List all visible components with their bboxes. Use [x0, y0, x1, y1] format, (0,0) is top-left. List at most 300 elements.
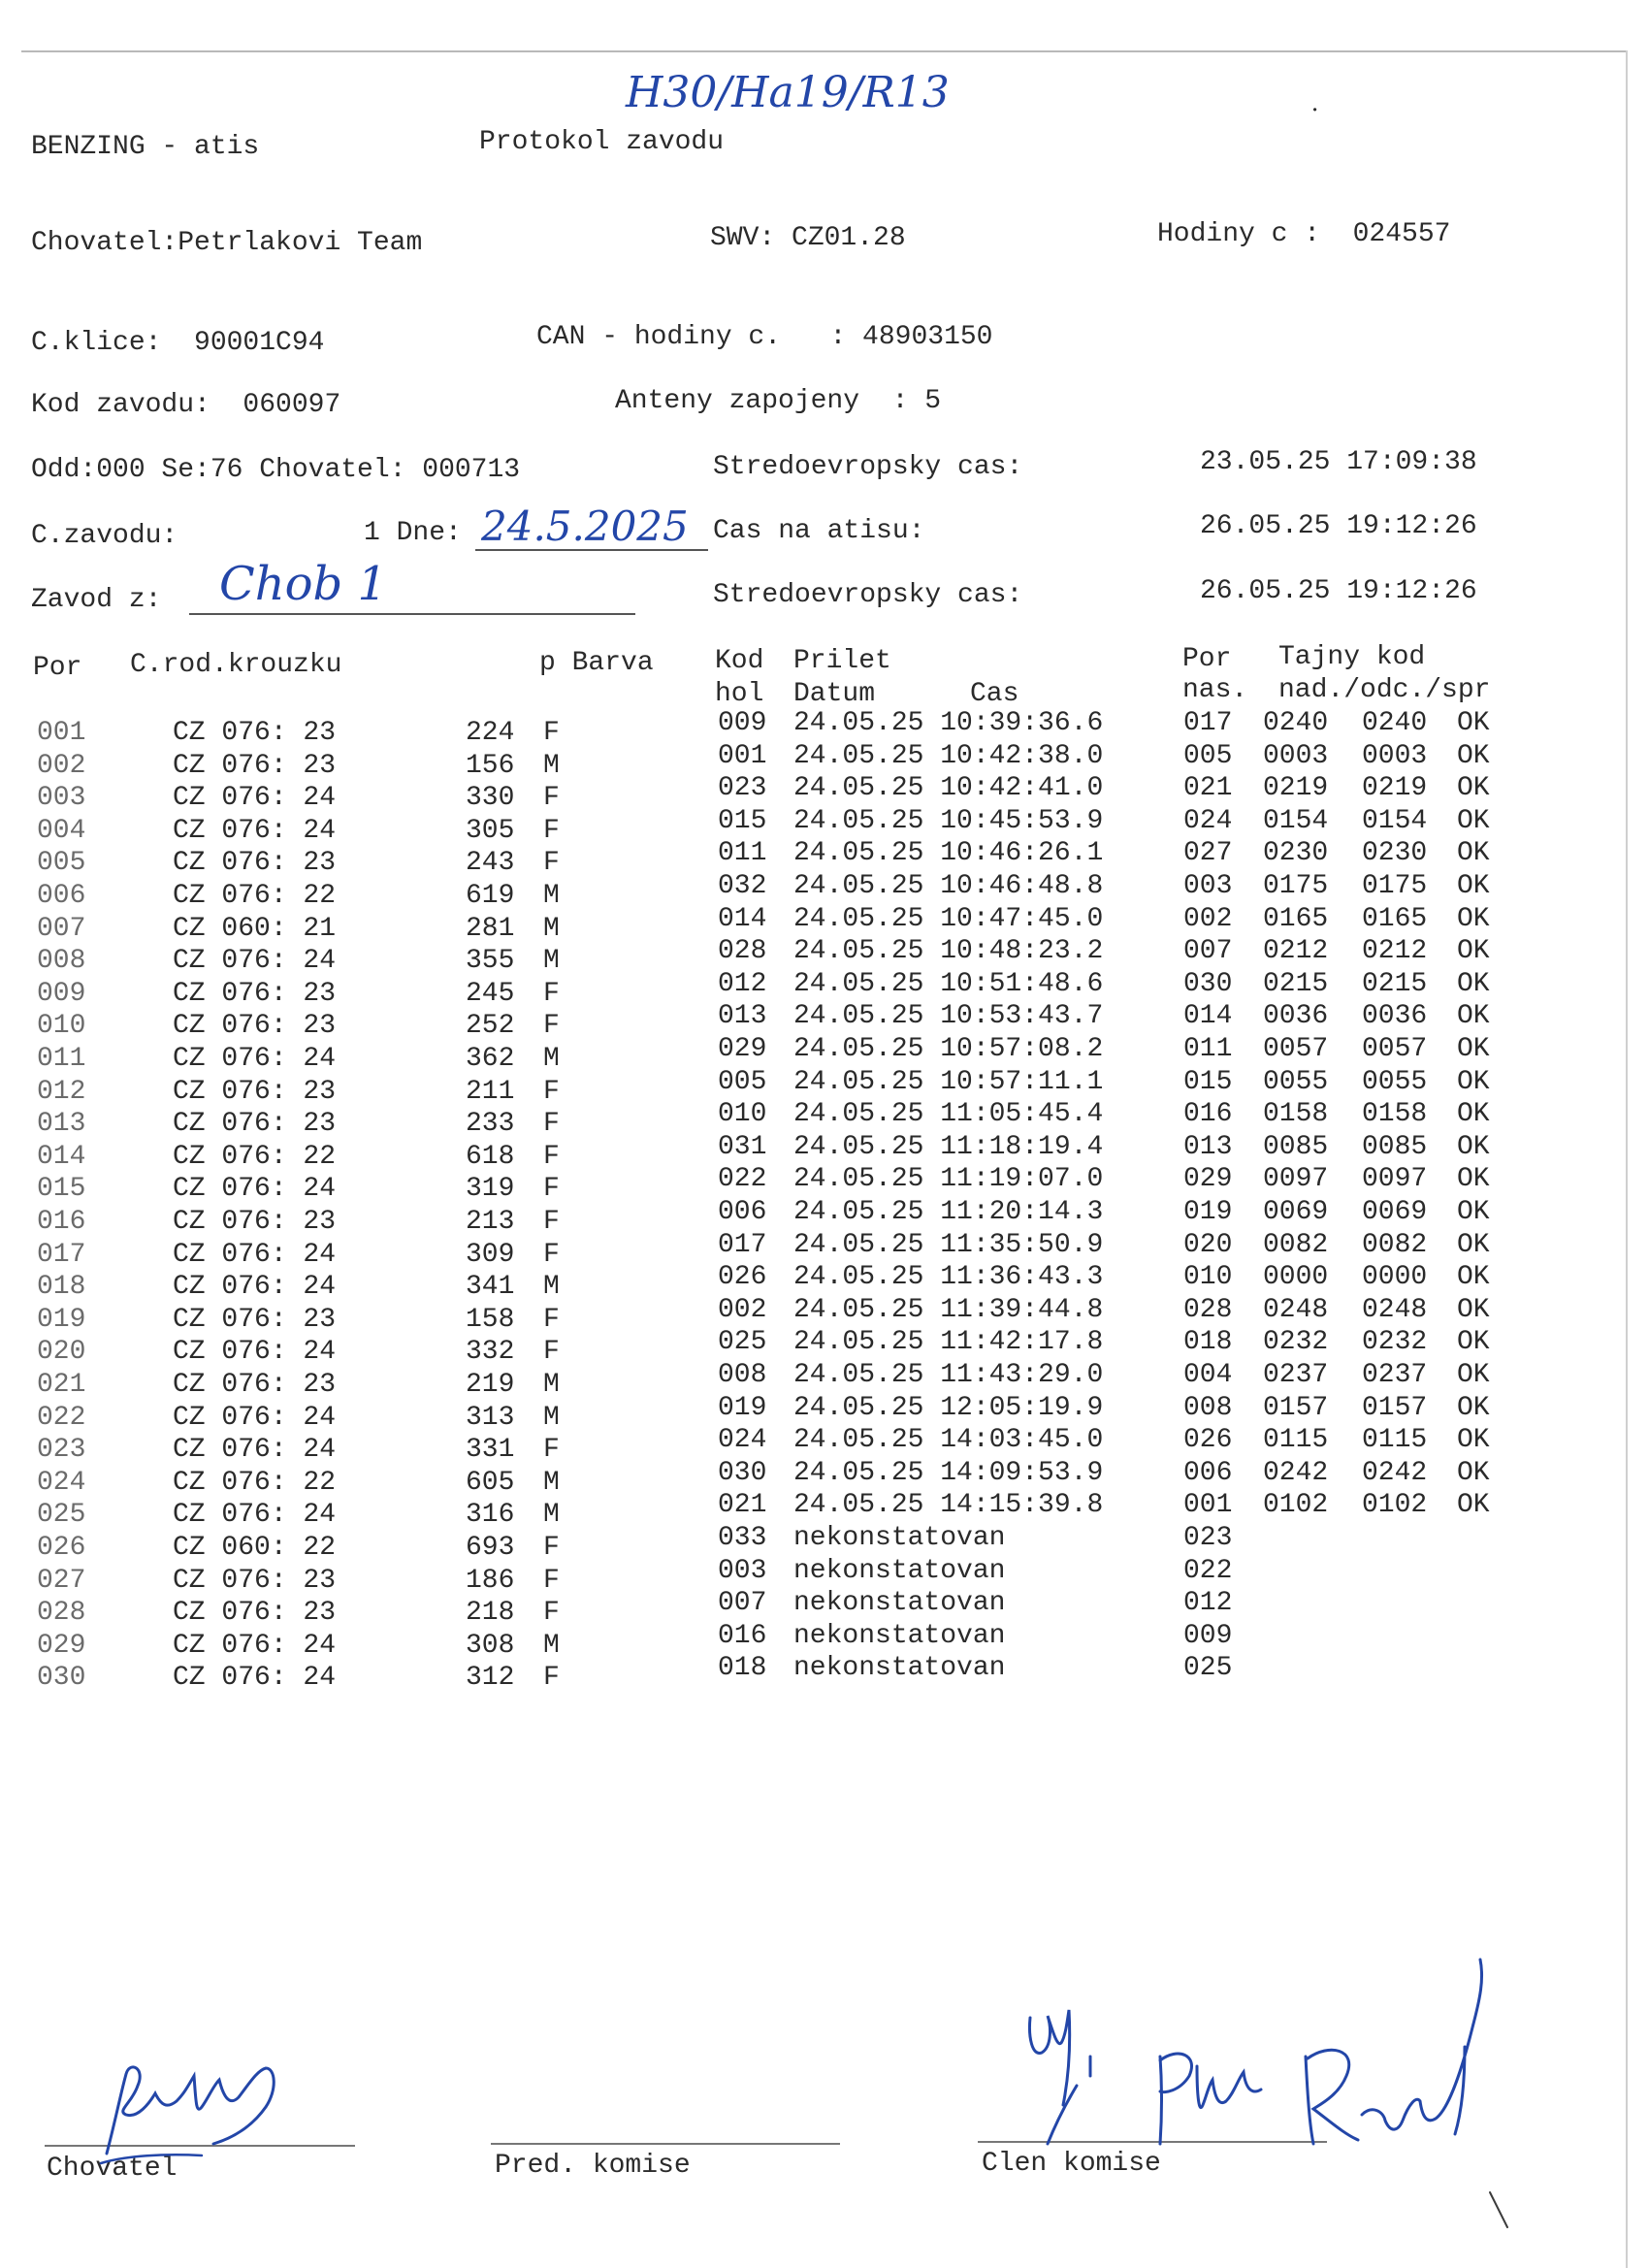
- member-signature-1: [1009, 1989, 1164, 2154]
- cell-secret-nad: 0158: [1263, 1099, 1329, 1130]
- race-number-label: C.zavodu:: [31, 521, 178, 551]
- cell-arrival: 24.05.25 11:18:19.4: [793, 1131, 1104, 1162]
- race-from-label: Zavod z:: [31, 585, 162, 615]
- cell-ring-no: 186: [466, 1565, 515, 1596]
- cell-code: 006: [718, 1197, 767, 1227]
- cell-secret-spr: OK: [1457, 1164, 1490, 1195]
- cell-secret-odc: 0102: [1362, 1490, 1428, 1521]
- cell-secret-odc: 0230: [1362, 838, 1428, 869]
- col-header-arrival: Prilet: [793, 646, 891, 676]
- cell-rank: 013: [1183, 1131, 1233, 1162]
- col-header-secret-code: Tajny kod: [1278, 642, 1426, 672]
- cell-ring: CZ 076: 23: [173, 1207, 337, 1237]
- cell-sex: M: [543, 913, 560, 944]
- cell-secret-nad: 0237: [1263, 1360, 1329, 1390]
- cell-secret-nad: 0085: [1263, 1131, 1329, 1162]
- cell-position: 027: [37, 1565, 86, 1596]
- cell-secret-nad: 0230: [1263, 838, 1329, 869]
- cell-code: 015: [718, 805, 767, 836]
- cell-code: 024: [718, 1425, 767, 1456]
- cell-secret-nad: 0175: [1263, 871, 1329, 901]
- cell-arrival: 24.05.25 11:39:44.8: [793, 1294, 1104, 1325]
- cell-arrival: 24.05.25 11:42:17.8: [793, 1327, 1104, 1358]
- cell-ring: CZ 076: 23: [173, 1565, 337, 1596]
- cell-position: 016: [37, 1207, 86, 1237]
- cell-secret-spr: OK: [1457, 1327, 1490, 1358]
- cell-code: 022: [718, 1164, 767, 1195]
- cell-ring: CZ 076: 23: [173, 1370, 337, 1400]
- cell-code: 026: [718, 1262, 767, 1293]
- cell-code: 003: [718, 1555, 767, 1586]
- cell-ring-no: 156: [466, 750, 515, 781]
- cell-secret-odc: 0219: [1362, 773, 1428, 804]
- cell-secret-spr: OK: [1457, 1294, 1490, 1325]
- cell-ring-no: 213: [466, 1207, 515, 1237]
- cell-sex: F: [543, 1304, 560, 1335]
- cell-secret-nad: 0000: [1263, 1262, 1329, 1293]
- cell-secret-spr: OK: [1457, 968, 1490, 999]
- cell-sex: F: [543, 1663, 560, 1694]
- cell-position: 022: [37, 1402, 86, 1433]
- col-header-rank: Por: [1182, 644, 1232, 674]
- cell-ring-no: 330: [466, 783, 515, 814]
- cell-ring-no: 362: [466, 1044, 515, 1074]
- col-header-hol: hol: [715, 679, 764, 709]
- cell-rank: 010: [1183, 1262, 1233, 1293]
- cell-rank: 018: [1183, 1327, 1233, 1358]
- cell-arrival: 24.05.25 10:48:23.2: [793, 936, 1104, 967]
- cell-sex: F: [543, 1109, 560, 1140]
- cell-ring: CZ 076: 24: [173, 1663, 337, 1694]
- cell-secret-spr: OK: [1457, 1034, 1490, 1064]
- cell-secret-odc: 0003: [1362, 740, 1428, 771]
- system-name: BENZING - atis: [31, 132, 260, 162]
- cell-secret-spr: OK: [1457, 1360, 1490, 1390]
- cet-label-2: Stredoevropsky cas:: [713, 580, 1023, 610]
- cell-ring-no: 309: [466, 1239, 515, 1270]
- cell-secret-odc: 0242: [1362, 1457, 1428, 1488]
- chair-signature-label: Pred. komise: [495, 2151, 691, 2181]
- cell-arrival: 24.05.25 10:45:53.9: [793, 805, 1104, 836]
- cell-sex: F: [543, 1141, 560, 1172]
- cell-arrival: 24.05.25 11:05:45.4: [793, 1099, 1104, 1130]
- cell-ring: CZ 076: 23: [173, 750, 337, 781]
- cell-sex: F: [543, 815, 560, 846]
- cell-position: 020: [37, 1337, 86, 1368]
- cell-secret-odc: 0212: [1362, 936, 1428, 967]
- cell-secret-spr: OK: [1457, 838, 1490, 869]
- cell-rank: 004: [1183, 1360, 1233, 1390]
- cell-secret-nad: 0248: [1263, 1294, 1329, 1325]
- cell-rank: 008: [1183, 1392, 1233, 1423]
- atis-time-value: 26.05.25 19:12:26: [1200, 511, 1477, 541]
- cell-arrival: 24.05.25 10:42:41.0: [793, 773, 1104, 804]
- cell-position: 011: [37, 1044, 86, 1074]
- cell-position: 002: [37, 750, 86, 781]
- cell-rank: 015: [1183, 1066, 1233, 1097]
- cell-rank: 023: [1183, 1523, 1233, 1553]
- cell-secret-nad: 0102: [1263, 1490, 1329, 1521]
- cell-arrival: 24.05.25 10:53:43.7: [793, 1001, 1104, 1032]
- cell-position: 009: [37, 978, 86, 1009]
- cell-position: 015: [37, 1174, 86, 1205]
- cell-code: 008: [718, 1360, 767, 1390]
- cell-secret-odc: 0237: [1362, 1360, 1428, 1390]
- cell-code: 009: [718, 708, 767, 738]
- clock-number: Hodiny c : 024557: [1157, 219, 1451, 249]
- cell-ring: CZ 076: 23: [173, 1011, 337, 1042]
- cell-rank: 029: [1183, 1164, 1233, 1195]
- cell-position: 019: [37, 1304, 86, 1335]
- cet-value-1: 23.05.25 17:09:38: [1200, 447, 1477, 477]
- cell-ring-no: 332: [466, 1337, 515, 1368]
- cell-ring: CZ 060: 21: [173, 913, 337, 944]
- cell-ring-no: 355: [466, 946, 515, 977]
- cell-rank: 028: [1183, 1294, 1233, 1325]
- cell-secret-odc: 0000: [1362, 1262, 1428, 1293]
- cell-secret-nad: 0069: [1263, 1197, 1329, 1227]
- cell-sex: M: [543, 1467, 560, 1498]
- cell-secret-nad: 0219: [1263, 773, 1329, 804]
- cell-ring-no: 305: [466, 815, 515, 846]
- handwritten-race-date: 24.5.2025: [481, 502, 689, 550]
- cell-arrival: 24.05.25 10:42:38.0: [793, 740, 1104, 771]
- cell-position: 029: [37, 1630, 86, 1661]
- cell-sex: F: [543, 1533, 560, 1563]
- cell-position: 010: [37, 1011, 86, 1042]
- document-title: Protokol zavodu: [479, 127, 725, 157]
- cell-ring-no: 218: [466, 1598, 515, 1629]
- cell-ring-no: 308: [466, 1630, 515, 1661]
- breeder-signature-label: Chovatel: [47, 2154, 178, 2184]
- can-clock-number: CAN - hodiny c. : 48903150: [536, 322, 993, 352]
- cell-secret-odc: 0158: [1362, 1099, 1428, 1130]
- cell-sex: F: [543, 783, 560, 814]
- cell-secret-odc: 0215: [1362, 968, 1428, 999]
- cell-ring: CZ 076: 23: [173, 1076, 337, 1107]
- cell-ring: CZ 076: 24: [173, 1044, 337, 1074]
- cell-ring: CZ 076: 24: [173, 815, 337, 846]
- cell-secret-spr: OK: [1457, 903, 1490, 934]
- cell-code: 025: [718, 1327, 767, 1358]
- cell-position: 005: [37, 848, 86, 879]
- cell-secret-odc: 0097: [1362, 1164, 1428, 1195]
- handwritten-race-place: Chob 1: [219, 557, 388, 611]
- cell-ring-no: 316: [466, 1500, 515, 1531]
- cell-arrival: 24.05.25 11:43:29.0: [793, 1360, 1104, 1390]
- cell-secret-spr: OK: [1457, 1099, 1490, 1130]
- cell-sex: F: [543, 1565, 560, 1596]
- cell-code: 033: [718, 1523, 767, 1553]
- cell-secret-odc: 0165: [1362, 903, 1428, 934]
- cell-rank: 001: [1183, 1490, 1233, 1521]
- cell-sex: M: [543, 1630, 560, 1661]
- atis-time-label: Cas na atisu:: [713, 516, 925, 546]
- cell-sex: M: [543, 1044, 560, 1074]
- chair-signature-line: [491, 2143, 840, 2145]
- cell-secret-nad: 0055: [1263, 1066, 1329, 1097]
- cell-ring-no: 281: [466, 913, 515, 944]
- cell-code: 016: [718, 1620, 767, 1651]
- cell-secret-spr: OK: [1457, 1066, 1490, 1097]
- cell-rank: 012: [1183, 1588, 1233, 1619]
- cell-secret-spr: OK: [1457, 805, 1490, 836]
- cell-rank: 024: [1183, 805, 1233, 836]
- cell-arrival: nekonstatovan: [793, 1523, 1006, 1553]
- cell-ring: CZ 076: 22: [173, 881, 337, 911]
- cell-code: 007: [718, 1588, 767, 1619]
- cell-secret-odc: 0057: [1362, 1034, 1428, 1064]
- cell-sex: M: [543, 1272, 560, 1303]
- cell-position: 021: [37, 1370, 86, 1400]
- cell-ring-no: 158: [466, 1304, 515, 1335]
- cell-position: 018: [37, 1272, 86, 1303]
- cell-arrival: nekonstatovan: [793, 1653, 1006, 1684]
- cell-sex: F: [543, 848, 560, 879]
- cell-code: 014: [718, 903, 767, 934]
- race-number-value: 1 Dne:: [364, 518, 462, 548]
- cell-code: 011: [718, 838, 767, 869]
- cell-secret-spr: OK: [1457, 1262, 1490, 1293]
- col-header-code: Kod: [715, 646, 764, 676]
- cell-rank: 009: [1183, 1620, 1233, 1651]
- cell-ring-no: 605: [466, 1467, 515, 1498]
- cell-sex: F: [543, 978, 560, 1009]
- cell-arrival: 24.05.25 14:03:45.0: [793, 1425, 1104, 1456]
- cell-position: 003: [37, 783, 86, 814]
- col-header-time: Cas: [970, 679, 1019, 709]
- cell-ring: CZ 076: 24: [173, 1500, 337, 1531]
- cell-secret-spr: OK: [1457, 1457, 1490, 1488]
- cell-sex: M: [543, 750, 560, 781]
- cell-secret-spr: OK: [1457, 1392, 1490, 1423]
- cell-rank: 022: [1183, 1555, 1233, 1586]
- cell-sex: F: [543, 1337, 560, 1368]
- speck: •: [1311, 104, 1319, 117]
- cell-ring-no: 243: [466, 848, 515, 879]
- cell-sex: M: [543, 881, 560, 911]
- cell-rank: 027: [1183, 838, 1233, 869]
- cell-sex: F: [543, 1011, 560, 1042]
- cell-position: 030: [37, 1663, 86, 1694]
- cell-secret-odc: 0115: [1362, 1425, 1428, 1456]
- cell-ring: CZ 076: 24: [173, 1630, 337, 1661]
- cell-ring-no: 252: [466, 1011, 515, 1042]
- cell-ring-no: 313: [466, 1402, 515, 1433]
- cell-secret-spr: OK: [1457, 1131, 1490, 1162]
- cell-secret-nad: 0215: [1263, 968, 1329, 999]
- cell-sex: F: [543, 1598, 560, 1629]
- cell-secret-nad: 0240: [1263, 708, 1329, 738]
- cell-code: 028: [718, 936, 767, 967]
- cell-arrival: 24.05.25 14:09:53.9: [793, 1457, 1104, 1488]
- cell-rank: 002: [1183, 903, 1233, 934]
- cell-secret-spr: OK: [1457, 936, 1490, 967]
- handwritten-reference: H30/Ha19/R13: [626, 68, 950, 117]
- cell-code: 002: [718, 1294, 767, 1325]
- cell-secret-odc: 0232: [1362, 1327, 1428, 1358]
- cell-position: 006: [37, 881, 86, 911]
- member-signature-label: Clen komise: [982, 2149, 1161, 2179]
- cell-secret-odc: 0175: [1362, 871, 1428, 901]
- cell-secret-nad: 0057: [1263, 1034, 1329, 1064]
- cell-ring-no: 618: [466, 1141, 515, 1172]
- cell-ring: CZ 076: 24: [173, 1402, 337, 1433]
- race-code: Kod zavodu: 060097: [31, 390, 341, 420]
- cet-label-1: Stredoevropsky cas:: [713, 452, 1023, 482]
- cell-position: 023: [37, 1435, 86, 1466]
- cell-rank: 006: [1183, 1457, 1233, 1488]
- cell-secret-spr: OK: [1457, 1425, 1490, 1456]
- cell-secret-odc: 0036: [1362, 1001, 1428, 1032]
- cell-ring: CZ 076: 24: [173, 1272, 337, 1303]
- cell-ring: CZ 076: 23: [173, 1598, 337, 1629]
- cell-rank: 020: [1183, 1229, 1233, 1260]
- cell-code: 001: [718, 740, 767, 771]
- cell-sex: F: [543, 1207, 560, 1237]
- cell-sex: F: [543, 1435, 560, 1466]
- cell-code: 018: [718, 1653, 767, 1684]
- cell-secret-odc: 0085: [1362, 1131, 1428, 1162]
- col-header-secret-sub: nad./odc./spr: [1278, 675, 1491, 705]
- cell-secret-spr: OK: [1457, 740, 1490, 771]
- cell-ring: CZ 060: 22: [173, 1533, 337, 1563]
- cell-secret-nad: 0212: [1263, 936, 1329, 967]
- cell-secret-odc: 0069: [1362, 1197, 1428, 1227]
- cell-arrival: 24.05.25 11:35:50.9: [793, 1229, 1104, 1260]
- col-header-date: Datum: [793, 679, 876, 709]
- cell-secret-spr: OK: [1457, 1490, 1490, 1521]
- cell-secret-spr: OK: [1457, 773, 1490, 804]
- cell-secret-nad: 0036: [1263, 1001, 1329, 1032]
- cell-ring: CZ 076: 24: [173, 946, 337, 977]
- cell-rank: 011: [1183, 1034, 1233, 1064]
- cell-ring-no: 219: [466, 1370, 515, 1400]
- odd-section-line: Odd:000 Se:76 Chovatel: 000713: [31, 455, 521, 485]
- cell-position: 007: [37, 913, 86, 944]
- cell-arrival: 24.05.25 10:57:11.1: [793, 1066, 1104, 1097]
- cell-arrival: 24.05.25 10:46:26.1: [793, 838, 1104, 869]
- cell-secret-nad: 0097: [1263, 1164, 1329, 1195]
- cell-sex: M: [543, 946, 560, 977]
- cell-arrival: 24.05.25 14:15:39.8: [793, 1490, 1104, 1521]
- cell-ring: CZ 076: 22: [173, 1141, 337, 1172]
- cell-position: 026: [37, 1533, 86, 1563]
- cell-ring: CZ 076: 23: [173, 718, 337, 748]
- key-number: C.klice: 90001C94: [31, 328, 325, 358]
- cet-value-2: 26.05.25 19:12:26: [1200, 576, 1477, 606]
- cell-ring-no: 341: [466, 1272, 515, 1303]
- cell-secret-spr: OK: [1457, 1197, 1490, 1227]
- cell-rank: 016: [1183, 1099, 1233, 1130]
- breeder-signature: [87, 2047, 301, 2173]
- cell-rank: 030: [1183, 968, 1233, 999]
- cell-ring-no: 619: [466, 881, 515, 911]
- cell-position: 013: [37, 1109, 86, 1140]
- cell-position: 012: [37, 1076, 86, 1107]
- col-header-ring: C.rod.krouzku: [130, 650, 342, 680]
- cell-secret-spr: OK: [1457, 708, 1490, 738]
- cell-code: 017: [718, 1229, 767, 1260]
- cell-code: 030: [718, 1457, 767, 1488]
- cell-code: 012: [718, 968, 767, 999]
- member-signature-3: [1290, 1950, 1523, 2241]
- cell-code: 021: [718, 1490, 767, 1521]
- cell-sex: M: [543, 1500, 560, 1531]
- cell-code: 013: [718, 1001, 767, 1032]
- cell-arrival: nekonstatovan: [793, 1620, 1006, 1651]
- cell-rank: 025: [1183, 1653, 1233, 1684]
- cell-code: 023: [718, 773, 767, 804]
- cell-ring: CZ 076: 23: [173, 1304, 337, 1335]
- cell-secret-nad: 0082: [1263, 1229, 1329, 1260]
- cell-secret-odc: 0154: [1362, 805, 1428, 836]
- cell-secret-nad: 0165: [1263, 903, 1329, 934]
- cell-sex: F: [543, 718, 560, 748]
- cell-secret-nad: 0157: [1263, 1392, 1329, 1423]
- cell-secret-odc: 0055: [1362, 1066, 1428, 1097]
- cell-sex: M: [543, 1370, 560, 1400]
- cell-ring-no: 211: [466, 1076, 515, 1107]
- cell-ring-no: 331: [466, 1435, 515, 1466]
- cell-code: 019: [718, 1392, 767, 1423]
- cell-code: 031: [718, 1131, 767, 1162]
- cell-arrival: 24.05.25 10:57:08.2: [793, 1034, 1104, 1064]
- cell-arrival: 24.05.25 11:19:07.0: [793, 1164, 1104, 1195]
- cell-secret-odc: 0248: [1362, 1294, 1428, 1325]
- cell-ring: CZ 076: 23: [173, 848, 337, 879]
- cell-position: 004: [37, 815, 86, 846]
- cell-ring: CZ 076: 24: [173, 1174, 337, 1205]
- cell-code: 005: [718, 1066, 767, 1097]
- cell-position: 014: [37, 1141, 86, 1172]
- breeder-line: Chovatel:Petrlakovi Team: [31, 228, 423, 258]
- cell-secret-odc: 0082: [1362, 1229, 1428, 1260]
- cell-arrival: 24.05.25 11:36:43.3: [793, 1262, 1104, 1293]
- cell-ring: CZ 076: 24: [173, 1337, 337, 1368]
- cell-position: 001: [37, 718, 86, 748]
- cell-arrival: nekonstatovan: [793, 1555, 1006, 1586]
- col-header-position: Por: [33, 653, 82, 683]
- cell-rank: 017: [1183, 708, 1233, 738]
- cell-ring: CZ 076: 24: [173, 783, 337, 814]
- cell-code: 029: [718, 1034, 767, 1064]
- cell-ring: CZ 076: 24: [173, 1239, 337, 1270]
- cell-ring-no: 319: [466, 1174, 515, 1205]
- member-signature-2: [1145, 2037, 1271, 2154]
- cell-ring-no: 224: [466, 718, 515, 748]
- cell-position: 025: [37, 1500, 86, 1531]
- antennas-connected: Anteny zapojeny : 5: [615, 386, 942, 416]
- cell-secret-odc: 0240: [1362, 708, 1428, 738]
- cell-position: 024: [37, 1467, 86, 1498]
- cell-ring-no: 233: [466, 1109, 515, 1140]
- swv-version: SWV: CZ01.28: [710, 223, 906, 253]
- cell-ring-no: 245: [466, 978, 515, 1009]
- cell-rank: 019: [1183, 1197, 1233, 1227]
- cell-rank: 003: [1183, 871, 1233, 901]
- cell-secret-odc: 0157: [1362, 1392, 1428, 1423]
- cell-ring: CZ 076: 24: [173, 1435, 337, 1466]
- cell-sex: F: [543, 1239, 560, 1270]
- cell-rank: 026: [1183, 1425, 1233, 1456]
- cell-arrival: 24.05.25 10:39:36.6: [793, 708, 1104, 738]
- cell-code: 032: [718, 871, 767, 901]
- cell-arrival: 24.05.25 11:20:14.3: [793, 1197, 1104, 1227]
- cell-secret-nad: 0232: [1263, 1327, 1329, 1358]
- cell-ring-no: 693: [466, 1533, 515, 1563]
- col-header-nas: nas.: [1182, 675, 1248, 705]
